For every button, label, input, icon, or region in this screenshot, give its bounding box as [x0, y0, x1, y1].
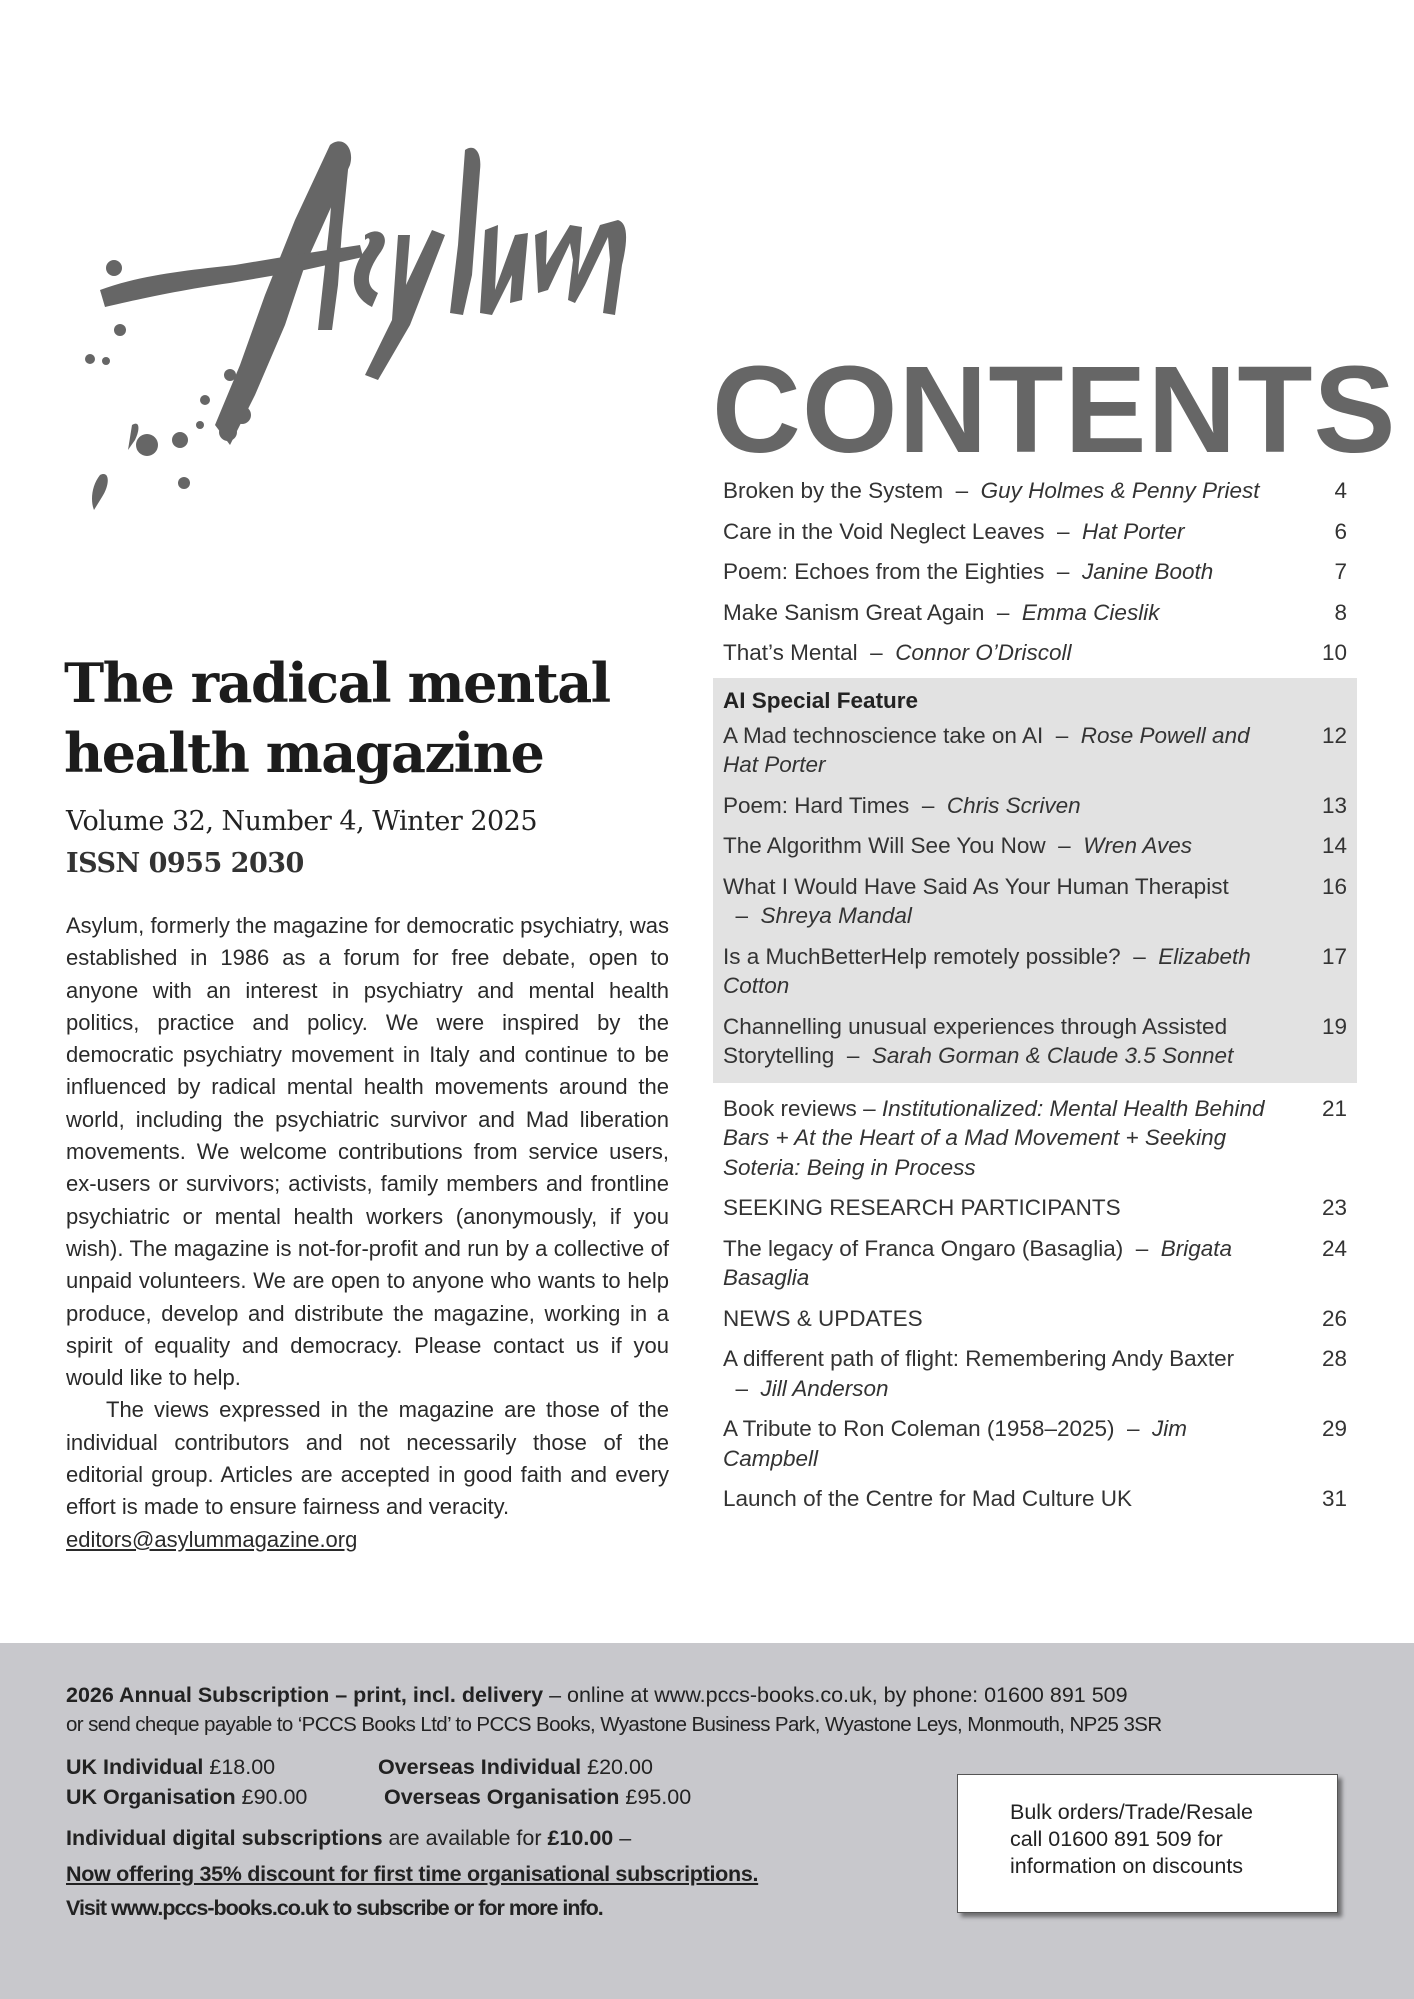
article-title: SEEKING RESEARCH PARTICIPANTS — [723, 1195, 1121, 1220]
page-number: 13 — [1321, 792, 1347, 818]
organisational-discount-notice: Now offering 35% discount for first time organisational subscriptions. — [66, 1862, 759, 1886]
logo-letter-l — [450, 148, 480, 315]
article-title: Poem: Echoes from the Eighties — [723, 559, 1045, 584]
subscription-online-phone: – online at www.pccs-books.co.uk, by phone: 01600 891 509 — [543, 1683, 1128, 1707]
separator: – — [1044, 559, 1082, 584]
toc-entry[interactable] — [713, 514, 1357, 555]
about-paragraph-2: The views expressed in the magazine are those of the individual contributors and not necessarily those of the editorial group. Articles are accepted in good faith and every effort is made to ensure fairness and veracity. — [66, 1397, 669, 1520]
separator: – — [1043, 722, 1081, 748]
toc-entry-title — [723, 791, 1283, 821]
page-number: 16 — [1321, 873, 1347, 899]
toc-entry[interactable] — [713, 718, 1357, 788]
toc-entry[interactable] — [713, 1341, 1357, 1411]
toc-entry[interactable] — [713, 635, 1357, 676]
visit-website-notice: Visit www.pccs-books.co.uk to subscribe or for more info. — [66, 1896, 603, 1920]
toc-entry[interactable] — [713, 1301, 1357, 1342]
toc-entry-title — [723, 1414, 1283, 1473]
magazine-tagline — [64, 648, 684, 788]
separator: – — [1123, 1235, 1161, 1261]
separator: – — [834, 1043, 872, 1068]
page-number: 23 — [1321, 1195, 1347, 1220]
article-author: Connor O’Driscoll — [895, 640, 1072, 665]
article-author: Shreya Mandal — [760, 903, 912, 928]
contents-heading: CONTENTS — [712, 342, 1397, 479]
bulk-line-1: Bulk orders/Trade/Resale — [1010, 1800, 1253, 1824]
subscription-heading: 2026 Annual Subscription – print, incl. delivery — [66, 1683, 544, 1707]
separator: – — [1120, 943, 1159, 969]
page-number: 21 — [1321, 1095, 1347, 1121]
price-row-organisation — [66, 1785, 692, 1810]
article-author: Wren Aves — [1083, 833, 1192, 858]
logo-letter-m — [535, 220, 626, 315]
separator: – — [723, 903, 761, 928]
page-number: 4 — [1334, 478, 1347, 503]
toc-entry-title — [723, 1012, 1283, 1071]
bulk-line-3: information on discounts — [1010, 1854, 1244, 1878]
toc-entry-title — [723, 476, 1283, 506]
price-uk-individual: UK Individual £18.00 — [66, 1755, 276, 1779]
page-number: 6 — [1334, 518, 1347, 544]
article-title: What I Would Have Said As Your Human Therapist — [723, 873, 1229, 899]
toc-entry-title — [723, 1304, 1283, 1334]
toc-entry-title — [723, 831, 1283, 861]
toc-entry[interactable] — [713, 554, 1357, 595]
toc-entry-title — [723, 557, 1283, 587]
separator: – — [723, 1375, 761, 1401]
separator: – — [984, 599, 1022, 625]
article-title: A Tribute to Ron Coleman (1958–2025) — [723, 1416, 1115, 1441]
ai-special-feature-box — [713, 678, 1357, 1083]
logo-letter-s — [354, 231, 385, 307]
toc-entry-title — [723, 872, 1283, 931]
article-author: Jim Campbell — [723, 1416, 1188, 1471]
article-title: A different path of flight: Remembering Andy Baxter — [723, 1346, 1235, 1371]
toc-entry-title — [723, 638, 1283, 668]
page-number: 12 — [1321, 722, 1347, 748]
about-paragraph-1: Asylum, formerly the magazine for democratic psychiatry, was established in 1986 as a forum for free debate, open to anyone with an interest in psychiatry and mental health politics, practice and policy. We were inspired by the democratic psychiatry movement in Italy and continue to be influenced by radical mental health movements around the world, including the psychiatric survivor and Mad liberation movements. We welcome contributions from service users, ex-users or survivors; activists, family members and frontline psychiatric or mental health workers (anonymously, if you wish). The magazine is not-for-profit and run by a collective of unpaid volunteers. We are open to anyone who wants to help produce, develop and distribute the magazine, working in a spirit of equality and democracy. Please contact us if you would like to help. — [66, 913, 669, 1391]
page-number: 29 — [1321, 1416, 1347, 1441]
article-title: Broken by the System — [723, 478, 944, 503]
article-author: Chris Scriven — [946, 792, 1081, 818]
article-title: The legacy of Franca Ongaro (Basaglia) — [723, 1235, 1124, 1261]
table-of-contents — [713, 473, 1357, 1522]
separator: – — [1045, 833, 1084, 858]
article-title: Is a MuchBetterHelp remotely possible? — [723, 943, 1121, 969]
article-author: Sarah Gorman & Claude 3.5 Sonnet — [871, 1043, 1234, 1068]
toc-entry[interactable] — [713, 1190, 1357, 1231]
toc-entry-title — [723, 942, 1283, 1001]
bulk-orders-box — [957, 1774, 1338, 1913]
ai-special-feature-heading: AI Special Feature — [723, 687, 919, 713]
separator: – — [857, 640, 896, 665]
toc-entry[interactable] — [713, 1481, 1357, 1522]
article-author: Jill Anderson — [760, 1375, 889, 1401]
page-number: 26 — [1321, 1305, 1347, 1331]
article-title: Poem: Hard Times — [723, 792, 910, 818]
toc-entry[interactable] — [713, 1231, 1357, 1301]
toc-entry-title — [723, 1234, 1283, 1293]
page-number: 19 — [1321, 1013, 1347, 1039]
toc-entry[interactable] — [713, 939, 1357, 1009]
article-title: Make Sanism Great Again — [723, 599, 985, 625]
page-number: 14 — [1321, 833, 1347, 858]
separator: – — [856, 1095, 882, 1121]
subscription-heading-line — [66, 1683, 1128, 1708]
toc-entry[interactable] — [713, 1091, 1357, 1191]
page-number: 7 — [1334, 559, 1347, 584]
page-number: 8 — [1334, 599, 1347, 625]
article-title: Channelling unusual experiences through Assisted Storytelling — [723, 1013, 1228, 1068]
volume-info: Volume 32, Number 4, Winter 2025 — [66, 806, 538, 837]
issn: ISSN 0955 2030 — [66, 848, 304, 879]
toc-entry-title — [723, 1344, 1283, 1403]
separator: – — [1044, 518, 1082, 544]
article-author: Elizabeth Cotton — [723, 943, 1251, 998]
asylum-logo — [80, 125, 770, 520]
toc-entry-title — [723, 1094, 1283, 1183]
toc-entry-title — [723, 1193, 1283, 1223]
separator: – — [909, 792, 947, 818]
price-uk-organisation: UK Organisation £90.00 — [66, 1785, 308, 1809]
page-number: 24 — [1321, 1235, 1347, 1261]
toc-entry[interactable] — [713, 828, 1357, 869]
article-author: Institutionalized: Mental Health Behind Bars + At the Heart of a Mad Movement + Seeking Soteria: Being in Process — [723, 1095, 1265, 1180]
page-number: 28 — [1321, 1346, 1347, 1371]
editors-email-link[interactable]: editors@asylummagazine.org — [66, 1526, 358, 1552]
toc-entry-title — [723, 517, 1283, 547]
toc-entry[interactable] — [713, 1411, 1357, 1481]
page-number: 17 — [1321, 943, 1347, 969]
price-row-individual — [66, 1755, 653, 1780]
article-title: The Algorithm Will See You Now — [723, 833, 1046, 858]
separator: – — [943, 478, 981, 503]
toc-entry[interactable] — [713, 1009, 1357, 1079]
article-author: Janine Booth — [1081, 559, 1214, 584]
price-overseas-individual: Overseas Individual £20.00 — [378, 1755, 653, 1779]
article-title: Care in the Void Neglect Leaves — [723, 518, 1045, 544]
article-author: Emma Cieslik — [1021, 599, 1160, 625]
logo-letter-u — [480, 225, 528, 315]
tagline-line-2: health magazine — [64, 721, 544, 785]
page-number: 31 — [1321, 1486, 1347, 1511]
article-author: Brigata Basaglia — [723, 1235, 1233, 1290]
tagline-line-1: The radical mental — [64, 651, 610, 715]
price-overseas-organisation: Overseas Organisation £95.00 — [384, 1785, 692, 1809]
toc-entry-title — [723, 721, 1283, 780]
toc-group-ai — [713, 718, 1357, 1079]
toc-entry[interactable] — [713, 869, 1357, 939]
article-title: NEWS & UPDATES — [723, 1305, 923, 1331]
toc-group-main — [713, 473, 1357, 676]
digital-subscriptions: Individual digital subscriptions are available for £10.00 – — [66, 1826, 632, 1850]
subscription-address: or send cheque payable to ‘PCCS Books Ltd’ to PCCS Books, Wyastone Business Park, Wyastone Leys, Monmouth, NP25 3SR — [66, 1713, 1162, 1736]
toc-group-more — [713, 1091, 1357, 1522]
page-number: 10 — [1321, 640, 1347, 665]
toc-entry[interactable] — [713, 473, 1357, 514]
toc-entry-title — [723, 598, 1283, 628]
bulk-line-2: call 01600 891 509 for — [1010, 1827, 1223, 1851]
article-title: Launch of the Centre for Mad Culture UK — [723, 1486, 1132, 1511]
toc-entry-title — [723, 1484, 1283, 1514]
article-title: A Mad technoscience take on AI — [723, 722, 1044, 748]
toc-entry[interactable] — [713, 788, 1357, 829]
article-title: That’s Mental — [723, 640, 858, 665]
article-author: Hat Porter — [1081, 518, 1185, 544]
article-author: Rose Powell and Hat Porter — [723, 722, 1250, 777]
article-title: Book reviews — [723, 1095, 857, 1121]
toc-entry[interactable] — [713, 595, 1357, 636]
separator: – — [1114, 1416, 1153, 1441]
about-text — [66, 910, 669, 1556]
article-author: Guy Holmes & Penny Priest — [980, 478, 1260, 503]
